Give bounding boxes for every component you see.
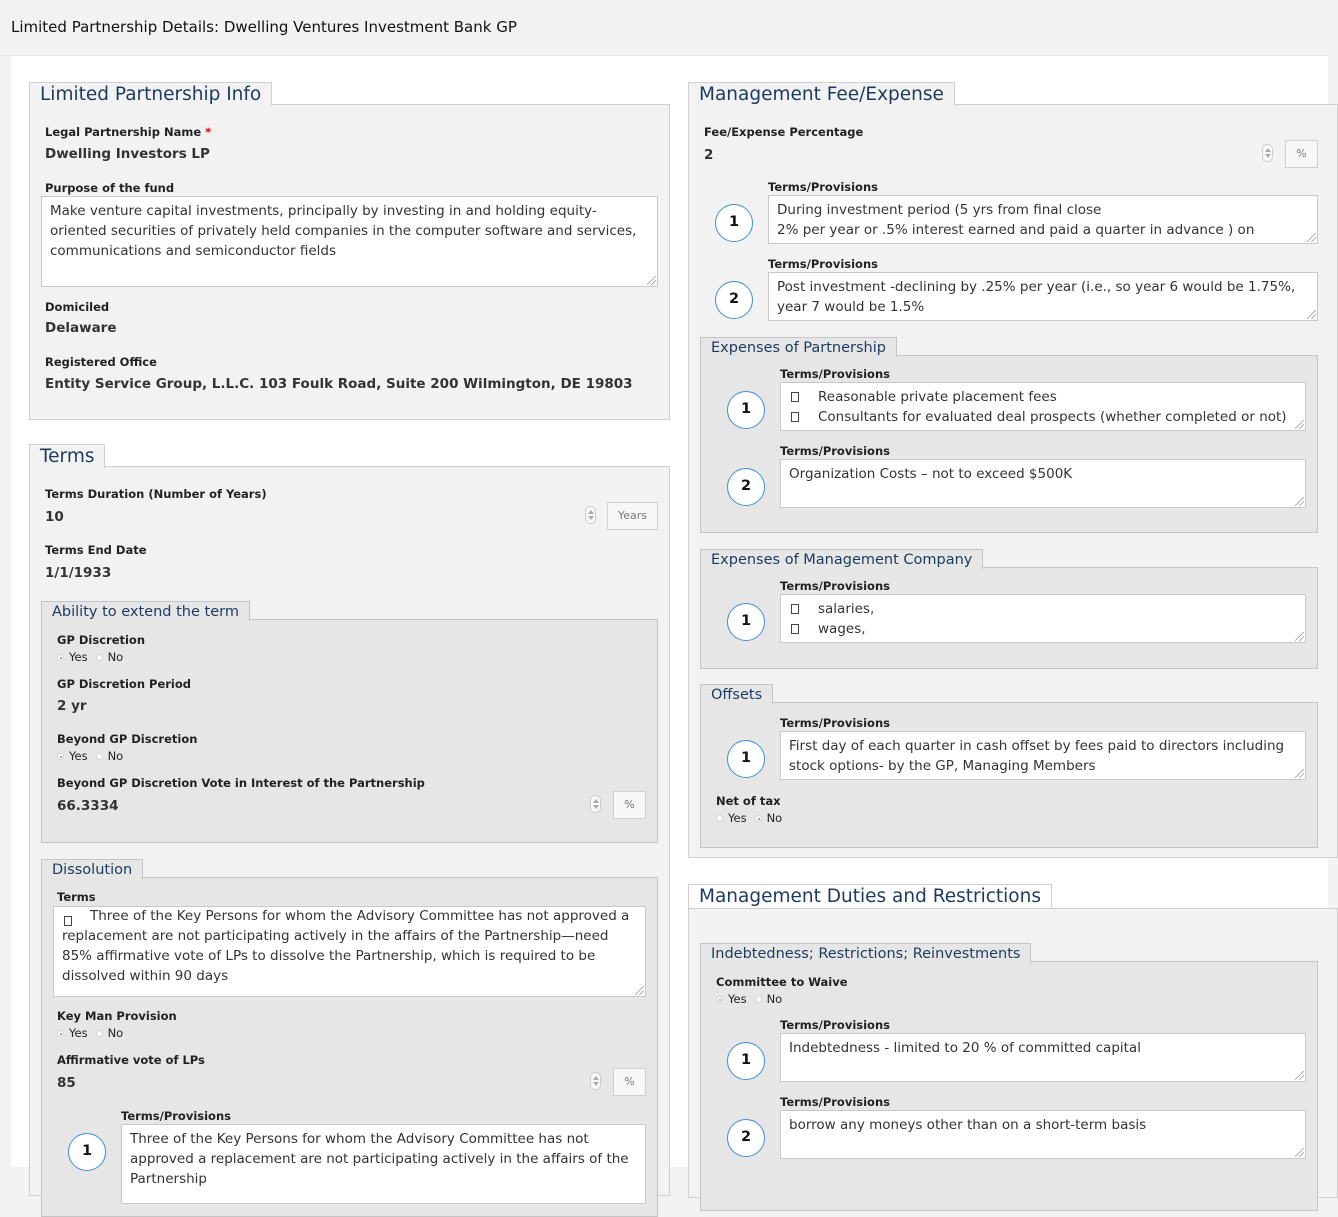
resize-grip-icon[interactable] bbox=[1295, 1071, 1304, 1080]
mcexp-1-textarea[interactable]: salaries, wages, bbox=[780, 594, 1306, 643]
legal-name-label: Legal Partnership Name bbox=[45, 125, 202, 139]
beyond-gp-no-radio[interactable] bbox=[96, 753, 103, 760]
debt-1-textarea[interactable]: Indebtedness - limited to 20 % of committed capital bbox=[780, 1033, 1306, 1082]
beyond-vote-label: Beyond GP Discretion Vote in Interest of the Partnership bbox=[57, 776, 425, 790]
fee-pct-unit: % bbox=[1285, 140, 1318, 168]
dissolution-legend: Dissolution bbox=[41, 859, 143, 879]
beyond-gp-yes-radio[interactable] bbox=[57, 753, 64, 760]
pexp-1-number: 1 bbox=[727, 391, 765, 429]
resize-grip-icon[interactable] bbox=[1307, 310, 1316, 319]
dissolution-provision-label: Terms/Provisions bbox=[121, 1109, 231, 1123]
partnership-expenses-section bbox=[700, 355, 1318, 533]
affirmative-vote-value: 85 bbox=[57, 1075, 76, 1091]
dissolution-provision-textarea[interactable] bbox=[121, 1124, 646, 1204]
net-tax-radio-group: Yes No bbox=[716, 811, 790, 825]
indebtedness-legend: Indebtedness; Restrictions; Reinvestments bbox=[700, 943, 1031, 963]
debt-2-number: 2 bbox=[727, 1119, 765, 1157]
purpose-text: Make venture capital investments, principally by investing in and holding equity-oriented securities of privately held companies in the computer software and services, communications and semiconductor fields bbox=[50, 203, 637, 259]
waive-yes-radio[interactable] bbox=[716, 996, 723, 1003]
duration-unit: Years bbox=[607, 502, 658, 530]
indebtedness-section bbox=[700, 961, 1318, 1211]
pexp-2-number: 2 bbox=[727, 468, 765, 506]
purpose-label: Purpose of the fund bbox=[45, 181, 175, 195]
bullet-box-icon bbox=[791, 604, 799, 614]
terms-duration-label: Terms Duration (Number of Years) bbox=[45, 487, 267, 501]
fee-provision-1-label: Terms/Provisions bbox=[768, 180, 878, 194]
debt-1-number: 1 bbox=[727, 1042, 765, 1080]
registered-office-value: Entity Service Group, L.L.C. 103 Foulk Road, Suite 200 Wilmington, DE 19803 bbox=[45, 376, 633, 392]
dissolution-terms-textarea[interactable] bbox=[53, 906, 646, 997]
gp-discretion-yes-radio[interactable] bbox=[57, 654, 64, 661]
mcexp-1-number: 1 bbox=[727, 603, 765, 641]
fee-provision-2-text: Post investment -declining by .25% per year (i.e., so year 6 would be 1.75%, year 7 would be 1.5% bbox=[777, 279, 1296, 315]
fee-provision-1-textarea[interactable] bbox=[768, 195, 1318, 244]
fee-pct-value: 2 bbox=[704, 147, 714, 163]
lp-info-section bbox=[29, 104, 670, 420]
mgmt-company-expenses-section bbox=[700, 567, 1318, 669]
waive-radio-group: Yes No bbox=[716, 992, 790, 1006]
offsets-section bbox=[700, 702, 1318, 848]
net-tax-yes-radio[interactable] bbox=[716, 815, 723, 822]
dissolution-terms-label: Terms bbox=[57, 890, 96, 904]
gp-period-label: GP Discretion Period bbox=[57, 677, 191, 691]
beyond-vote-stepper[interactable] bbox=[590, 795, 601, 813]
extend-term-section bbox=[41, 619, 658, 843]
domiciled-value: Delaware bbox=[45, 320, 117, 336]
fee-provision-2-textarea[interactable] bbox=[768, 272, 1318, 321]
offset-1-textarea[interactable]: First day of each quarter in cash offset by fees paid to directors including stock options- by the GP, Managing Members bbox=[780, 731, 1306, 780]
gp-discretion-radio-group: Yes No bbox=[57, 650, 131, 664]
mgmt-company-expenses-legend: Expenses of Management Company bbox=[700, 549, 983, 569]
mcexp-1-label: Terms/Provisions bbox=[780, 579, 890, 593]
extend-term-legend: Ability to extend the term bbox=[41, 601, 250, 621]
resize-grip-icon[interactable] bbox=[1295, 420, 1304, 429]
dissolution-provision-text: Three of the Key Persons for whom the Advisory Committee has not approved a replacement are not participating actively in the affairs of the Partnership bbox=[130, 1131, 629, 1187]
resize-grip-icon[interactable] bbox=[1295, 1148, 1304, 1157]
beyond-gp-label: Beyond GP Discretion bbox=[57, 732, 198, 746]
fee-pct-label: Fee/Expense Percentage bbox=[704, 125, 864, 139]
resize-grip-icon[interactable] bbox=[1295, 497, 1304, 506]
page-title: Limited Partnership Details: Dwelling Ventures Investment Bank GP bbox=[11, 18, 517, 36]
domiciled-label: Domiciled bbox=[45, 300, 110, 314]
net-tax-label: Net of tax bbox=[716, 794, 781, 808]
terms-legend: Terms bbox=[29, 444, 105, 468]
purpose-textarea[interactable] bbox=[41, 196, 658, 287]
waive-no-radio[interactable] bbox=[755, 996, 762, 1003]
partnership-expenses-legend: Expenses of Partnership bbox=[700, 337, 897, 357]
fee-pct-stepper[interactable] bbox=[1262, 144, 1273, 162]
dissolution-provision-number: 1 bbox=[68, 1133, 106, 1171]
bullet-box-icon bbox=[791, 392, 799, 402]
lp-info-legend: Limited Partnership Info bbox=[29, 82, 272, 106]
pexp-2-textarea[interactable]: Organization Costs – not to exceed $500K bbox=[780, 459, 1306, 508]
mgmt-fee-section bbox=[688, 104, 1338, 858]
fee-provision-1-line2: 2% per year or .5% interest earned and paid a quarter in advance ) on bbox=[777, 222, 1255, 238]
duration-stepper[interactable] bbox=[585, 506, 596, 524]
pexp-1-textarea[interactable]: Reasonable private placement fees Consultants for evaluated deal prospects (whether completed or not) bbox=[780, 382, 1306, 431]
page-header bbox=[0, 0, 1328, 56]
resize-grip-icon[interactable] bbox=[635, 986, 644, 995]
resize-grip-icon[interactable] bbox=[1295, 769, 1304, 778]
keyman-no-radio[interactable] bbox=[96, 1030, 103, 1037]
debt-2-textarea[interactable]: borrow any moneys other than on a short-term basis bbox=[780, 1110, 1306, 1159]
dissolution-section bbox=[41, 877, 658, 1217]
beyond-vote-unit: % bbox=[613, 791, 646, 819]
gp-discretion-label: GP Discretion bbox=[57, 633, 146, 647]
gp-period-value: 2 yr bbox=[57, 698, 87, 714]
fee-provision-1-number: 1 bbox=[715, 204, 753, 242]
legal-name-value: Dwelling Investors LP bbox=[45, 146, 210, 162]
dissolution-terms-text: Three of the Key Persons for whom the Advisory Committee has not approved a replacement are not participating actively in the affairs of the Partnership—need 85% affirmative vote of LPs to dissolve the Partnership, which is required to be dissolved within 90 days bbox=[62, 908, 630, 984]
affirmative-vote-stepper[interactable] bbox=[590, 1072, 601, 1090]
terms-end-date-label: Terms End Date bbox=[45, 543, 147, 557]
mgmt-fee-legend: Management Fee/Expense bbox=[688, 82, 955, 106]
registered-office-label: Registered Office bbox=[45, 355, 157, 369]
beyond-gp-radio-group: Yes No bbox=[57, 749, 131, 763]
fee-provision-2-number: 2 bbox=[715, 281, 753, 319]
bullet-box-icon bbox=[791, 624, 799, 634]
offset-1-label: Terms/Provisions bbox=[780, 716, 890, 730]
terms-duration-value: 10 bbox=[45, 509, 64, 525]
main-content bbox=[11, 56, 1328, 1187]
waive-label: Committee to Waive bbox=[716, 975, 848, 989]
debt-2-label: Terms/Provisions bbox=[780, 1095, 890, 1109]
terms-end-date-value: 1/1/1933 bbox=[45, 565, 112, 581]
keyman-radio-group: Yes No bbox=[57, 1026, 131, 1040]
pexp-1-label: Terms/Provisions bbox=[780, 367, 890, 381]
duties-section bbox=[688, 908, 1338, 1198]
affirmative-vote-unit: % bbox=[613, 1068, 646, 1096]
resize-grip-icon[interactable] bbox=[1295, 632, 1304, 641]
bullet-box-icon bbox=[791, 412, 799, 422]
debt-1-label: Terms/Provisions bbox=[780, 1018, 890, 1032]
keyman-yes-radio[interactable] bbox=[57, 1030, 64, 1037]
net-tax-no-radio[interactable] bbox=[755, 815, 762, 822]
offset-1-number: 1 bbox=[727, 740, 765, 778]
keyman-label: Key Man Provision bbox=[57, 1009, 177, 1023]
beyond-vote-value: 66.3334 bbox=[57, 798, 119, 814]
required-mark: * bbox=[205, 125, 212, 139]
offsets-legend: Offsets bbox=[700, 684, 773, 704]
resize-grip-icon[interactable] bbox=[1307, 233, 1316, 242]
fee-provision-2-label: Terms/Provisions bbox=[768, 257, 878, 271]
pexp-2-label: Terms/Provisions bbox=[780, 444, 890, 458]
terms-section bbox=[29, 466, 670, 1196]
resize-grip-icon[interactable] bbox=[647, 276, 656, 285]
fee-provision-1-line1: During investment period (5 yrs from final close bbox=[777, 202, 1102, 218]
duties-legend: Management Duties and Restrictions bbox=[688, 884, 1052, 908]
affirmative-vote-label: Affirmative vote of LPs bbox=[57, 1053, 205, 1067]
bullet-box-icon bbox=[64, 916, 72, 926]
gp-discretion-no-radio[interactable] bbox=[96, 654, 103, 661]
